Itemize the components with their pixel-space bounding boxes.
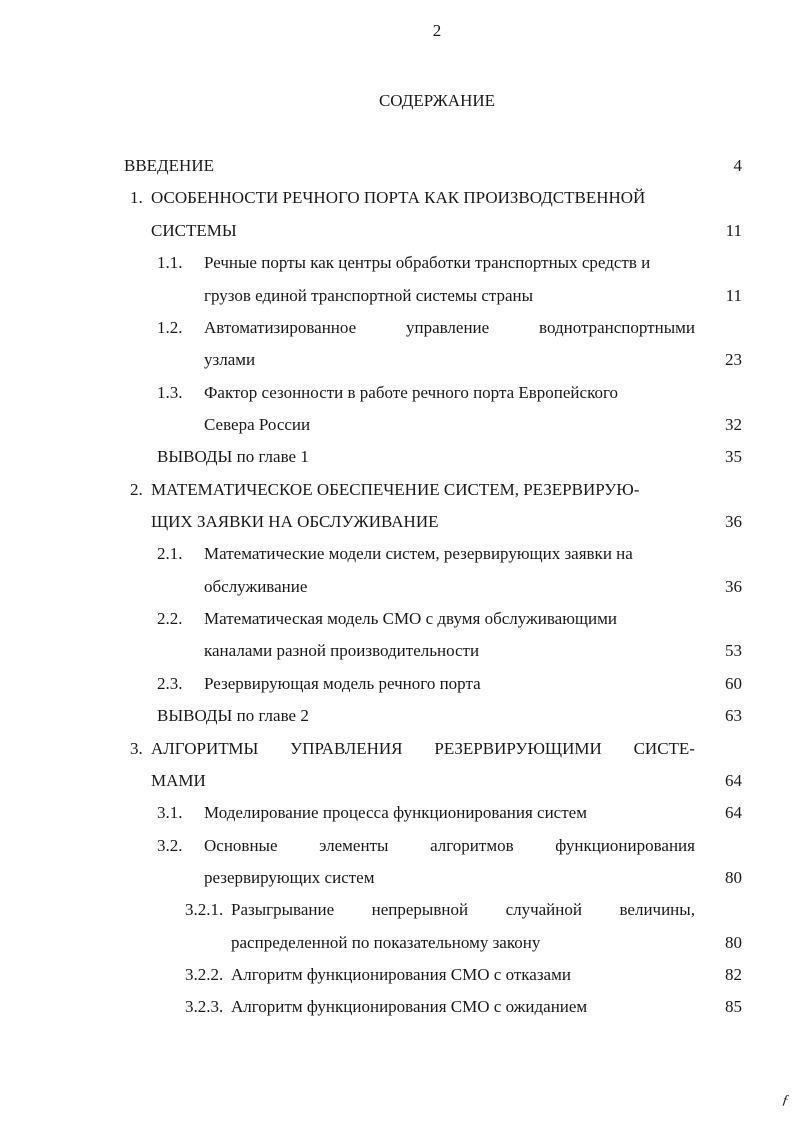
toc-intro-page: 4 (733, 156, 742, 175)
toc-ch3-line1 (151, 737, 695, 761)
toc-3-2-page: 80 (725, 868, 742, 887)
toc-3-2-1-word: Разыгрывание (231, 900, 335, 919)
toc-ch1-line2: СИСТЕМЫ (151, 221, 237, 240)
toc-3-2-3-line1: Алгоритм функционирования СМО с ожиданием (231, 997, 588, 1016)
toc-ch3-word: УПРАВЛЕНИЯ (290, 739, 403, 758)
toc-3-2-1-word: случайной (505, 900, 582, 919)
toc-3-2-3-page: 85 (725, 997, 742, 1016)
toc-3-2-1-line1 (231, 898, 695, 922)
toc-1-2-line2: узлами (204, 350, 256, 369)
toc-ch2-line1: МАТЕМАТИЧЕСКОЕ ОБЕСПЕЧЕНИЕ СИСТЕМ, РЕЗЕРВИРУЮ- (151, 480, 640, 499)
toc-ch2-page: 36 (725, 512, 742, 531)
toc-1-3-page: 32 (725, 415, 742, 434)
toc-1-2-word: Автоматизированное (204, 318, 357, 337)
toc-2-3-page: 60 (725, 674, 742, 693)
toc-2-1-line1: Математические модели систем, резервирующих заявки на (204, 544, 633, 563)
toc-2-2-page: 53 (725, 641, 742, 660)
toc-2-3-num: 2.3. (157, 674, 183, 693)
toc-2-1-line2: обслуживание (204, 577, 308, 596)
toc-ch1-conclusions-page: 35 (725, 447, 742, 466)
toc-2-3-line1: Резервирующая модель речного порта (204, 674, 481, 693)
toc-3-2-1-word: величины, (619, 900, 695, 919)
toc-ch1-num: 1. (130, 188, 143, 207)
toc-2-2-line2: каналами разной производительности (204, 641, 480, 660)
toc-ch3-word: РЕЗЕРВИРУЮЩИМИ (434, 739, 602, 758)
toc-ch1-page: 11 (725, 221, 742, 240)
toc-ch2-num: 2. (130, 480, 143, 499)
toc-3-2-line1 (204, 834, 695, 858)
toc-1-1-line2: грузов единой транспортной системы страны (204, 286, 534, 305)
toc-ch3-num: 3. (130, 739, 143, 758)
toc-3-2-2-line1: Алгоритм функционирования СМО с отказами (231, 965, 571, 984)
stray-pen-mark: ƒ (780, 1092, 791, 1109)
toc-2-2-num: 2.2. (157, 609, 183, 628)
page-number: 2 (432, 21, 442, 40)
toc-1-1-page: 11 (725, 286, 742, 305)
toc-3-2-word: элементы (319, 836, 389, 855)
toc-ch3-word: СИСТЕ- (633, 739, 695, 758)
toc-1-2-word: воднотранспортными (539, 318, 695, 337)
toc-2-2-line1: Математическая модель СМО с двумя обслуживающими (204, 609, 617, 628)
toc-3-2-1-line2: распределенной по показательному закону (231, 933, 541, 952)
toc-ch2-line2: ЩИХ ЗАЯВКИ НА ОБСЛУЖИВАНИЕ (151, 512, 439, 531)
toc-title: СОДЕРЖАНИЕ (378, 91, 496, 110)
toc-3-2-1-num: 3.2.1. (185, 900, 224, 919)
toc-ch2-conclusions: ВЫВОДЫ по главе 2 (157, 706, 309, 725)
toc-ch3-line2: МАМИ (151, 771, 206, 790)
toc-1-1-num: 1.1. (157, 253, 183, 272)
toc-3-2-3-num: 3.2.3. (185, 997, 224, 1016)
toc-1-3-line2: Севера России (204, 415, 311, 434)
toc-3-2-word: Основные (204, 836, 278, 855)
toc-2-1-page: 36 (725, 577, 742, 596)
toc-3-1-line1: Моделирование процесса функционирования систем (204, 803, 587, 822)
toc-ch1-conclusions: ВЫВОДЫ по главе 1 (157, 447, 309, 466)
toc-ch1-line1: ОСОБЕННОСТИ РЕЧНОГО ПОРТА КАК ПРОИЗВОДСТВЕННОЙ (151, 188, 646, 207)
toc-1-2-line1 (204, 316, 695, 340)
toc-1-3-num: 1.3. (157, 383, 183, 402)
toc-3-2-2-num: 3.2.2. (185, 965, 224, 984)
toc-3-2-1-page: 80 (725, 933, 742, 952)
toc-1-2-word: управление (405, 318, 490, 337)
toc-intro-text: ВВЕДЕНИЕ (124, 156, 214, 175)
toc-3-2-line2: резервирующих систем (204, 868, 375, 887)
toc-1-3-line1: Фактор сезонности в работе речного порта Европейского (204, 383, 619, 402)
toc-3-2-word: функционирования (555, 836, 695, 855)
toc-3-1-num: 3.1. (157, 803, 183, 822)
toc-3-2-2-page: 82 (725, 965, 742, 984)
toc-ch3-word: АЛГОРИТМЫ (151, 739, 259, 758)
toc-1-1-line1: Речные порты как центры обработки транспортных средств и (204, 253, 651, 272)
toc-1-2-num: 1.2. (157, 318, 183, 337)
toc-2-1-num: 2.1. (157, 544, 183, 563)
toc-3-1-page: 64 (725, 803, 742, 822)
toc-3-2-word: алгоритмов (430, 836, 514, 855)
toc-1-2-page: 23 (725, 350, 742, 369)
toc-3-2-1-word: непрерывной (371, 900, 469, 919)
toc-ch3-page: 64 (725, 771, 742, 790)
toc-ch2-conclusions-page: 63 (725, 706, 742, 725)
toc-3-2-num: 3.2. (157, 836, 183, 855)
